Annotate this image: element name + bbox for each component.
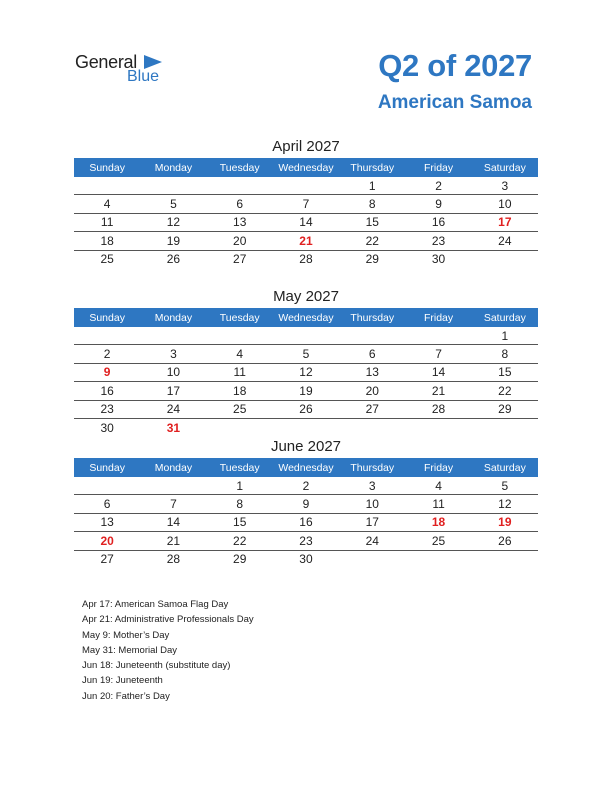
day-cell: 1 [207, 477, 273, 495]
day-cell: 30 [299, 552, 313, 567]
empty-day-cell [74, 477, 140, 495]
holiday-entry: Jun 20: Father’s Day [82, 690, 170, 702]
day-cell: 22 [207, 532, 273, 550]
day-cell: 19 [273, 382, 339, 400]
day-cell: 9 [405, 195, 471, 213]
empty-day-cell [140, 477, 206, 495]
day-cell: 26 [166, 252, 181, 267]
day-cell: 10 [472, 195, 538, 213]
empty-day-cell [472, 250, 538, 268]
day-cell: 28 [405, 400, 471, 418]
day-cell: 13 [207, 213, 273, 231]
day-cell: 14 [140, 513, 206, 531]
week-row [74, 232, 538, 250]
day-cell: 24 [472, 232, 538, 250]
weekday-header: Monday [140, 308, 206, 327]
day-cell: 7 [140, 495, 206, 513]
empty-day-cell [74, 177, 140, 195]
day-cell: 12 [140, 213, 206, 231]
day-cell: 12 [273, 363, 339, 381]
week-row [74, 532, 538, 550]
empty-day-cell [140, 327, 206, 345]
week-row [74, 195, 538, 213]
holiday-day-cell: 31 [166, 420, 181, 435]
weekday-header: Monday [140, 158, 206, 177]
day-cell: 25 [405, 532, 471, 550]
day-cell: 6 [207, 195, 273, 213]
day-cell: 13 [339, 363, 405, 381]
day-cell: 5 [472, 477, 538, 495]
week-row [74, 418, 538, 436]
week-row [74, 363, 538, 381]
day-cell: 23 [405, 232, 471, 250]
day-cell: 1 [472, 327, 538, 345]
day-cell: 16 [405, 213, 471, 231]
weekday-header: Saturday [472, 158, 538, 177]
holiday-list [82, 597, 254, 704]
day-cell: 26 [273, 400, 339, 418]
logo-text-blue: Blue [127, 68, 160, 85]
day-cell: 7 [273, 195, 339, 213]
week-row [74, 345, 538, 363]
empty-day-cell [405, 550, 471, 568]
day-cell: 13 [74, 513, 140, 531]
day-cell: 7 [405, 345, 471, 363]
day-cell: 11 [207, 363, 273, 381]
empty-day-cell [273, 418, 339, 436]
day-cell: 21 [405, 382, 471, 400]
week-row [74, 250, 538, 268]
weekday-header: Tuesday [207, 158, 273, 177]
day-cell: 11 [405, 495, 471, 513]
empty-day-cell [140, 177, 206, 195]
calendar-grid [74, 458, 538, 568]
month-june [74, 436, 538, 568]
day-cell: 12 [472, 495, 538, 513]
day-cell: 15 [339, 213, 405, 231]
week-row [74, 550, 538, 568]
day-cell: 23 [74, 400, 140, 418]
week-row [74, 327, 538, 345]
day-cell: 25 [100, 252, 114, 267]
country-title: American Samoa [377, 92, 532, 113]
weekday-header: Tuesday [207, 308, 273, 327]
month-title: April 2027 [272, 138, 340, 155]
calendar-grid [74, 158, 538, 268]
holiday-day-cell: 20 [74, 532, 140, 550]
quarter-title: Q2 of 2027 [378, 48, 532, 83]
day-cell: 26 [472, 532, 538, 550]
month-title: May 2027 [273, 288, 339, 305]
day-cell: 10 [140, 363, 206, 381]
calendar-grid [74, 308, 538, 436]
empty-day-cell [339, 327, 405, 345]
day-cell: 16 [273, 513, 339, 531]
week-row [74, 513, 538, 531]
week-row [74, 495, 538, 513]
day-cell: 28 [166, 552, 181, 567]
empty-day-cell [339, 550, 405, 568]
day-cell: 14 [405, 363, 471, 381]
week-row [74, 382, 538, 400]
holiday-entry: May 9: Mother’s Day [82, 629, 170, 641]
weekday-header: Thursday [339, 308, 405, 327]
day-cell: 22 [339, 232, 405, 250]
day-cell: 3 [339, 477, 405, 495]
weekday-header: Friday [405, 158, 471, 177]
empty-day-cell [472, 550, 538, 568]
empty-day-cell [74, 327, 140, 345]
weekday-header: Wednesday [273, 458, 339, 477]
weekday-header: Sunday [74, 308, 140, 327]
day-cell: 6 [74, 495, 140, 513]
day-cell: 14 [273, 213, 339, 231]
weekday-header: Tuesday [207, 458, 273, 477]
day-cell: 5 [140, 195, 206, 213]
day-cell: 5 [273, 345, 339, 363]
day-cell: 30 [100, 420, 114, 435]
weekday-header: Saturday [472, 458, 538, 477]
day-cell: 17 [339, 513, 405, 531]
empty-day-cell [339, 418, 405, 436]
day-cell: 10 [339, 495, 405, 513]
weekday-header: Thursday [339, 458, 405, 477]
weekday-header: Saturday [472, 308, 538, 327]
day-cell: 9 [273, 495, 339, 513]
empty-day-cell [273, 327, 339, 345]
day-cell: 27 [233, 252, 247, 267]
day-cell: 21 [140, 532, 206, 550]
day-cell: 24 [339, 532, 405, 550]
day-cell: 19 [140, 232, 206, 250]
day-cell: 30 [431, 252, 446, 267]
day-cell: 20 [339, 382, 405, 400]
week-row [74, 477, 538, 495]
logo-text-general: General [75, 52, 137, 72]
weekday-header: Friday [405, 458, 471, 477]
day-cell: 8 [472, 345, 538, 363]
day-cell: 3 [472, 177, 538, 195]
day-cell: 29 [233, 552, 247, 567]
holiday-day-cell: 19 [472, 513, 538, 531]
weekday-header: Friday [405, 308, 471, 327]
day-cell: 18 [207, 382, 273, 400]
day-cell: 27 [339, 400, 405, 418]
day-cell: 28 [299, 252, 313, 267]
day-cell: 15 [207, 513, 273, 531]
day-cell: 23 [273, 532, 339, 550]
flag-icon [144, 55, 162, 69]
day-cell: 27 [100, 552, 114, 567]
holiday-entry: Jun 18: Juneteenth (substitute day) [82, 660, 231, 672]
brand-logo [75, 52, 175, 88]
day-cell: 29 [365, 252, 379, 267]
weekday-header: Sunday [74, 458, 140, 477]
weekday-header: Wednesday [273, 158, 339, 177]
week-row [74, 400, 538, 418]
weekday-header: Sunday [74, 158, 140, 177]
month-may [74, 286, 538, 436]
weekday-header: Thursday [339, 158, 405, 177]
day-cell: 20 [207, 232, 273, 250]
empty-day-cell [405, 418, 471, 436]
day-cell: 8 [207, 495, 273, 513]
weekday-header: Monday [140, 458, 206, 477]
empty-day-cell [207, 177, 273, 195]
day-cell: 22 [472, 382, 538, 400]
holiday-entry: Apr 21: Administrative Professionals Day [82, 614, 254, 626]
day-cell: 17 [140, 382, 206, 400]
day-cell: 4 [405, 477, 471, 495]
day-cell: 2 [74, 345, 140, 363]
day-cell: 15 [472, 363, 538, 381]
empty-day-cell [405, 327, 471, 345]
day-cell: 4 [74, 195, 140, 213]
week-row [74, 213, 538, 231]
day-cell: 29 [472, 400, 538, 418]
holiday-entry: Apr 17: American Samoa Flag Day [82, 599, 229, 610]
day-cell: 1 [339, 177, 405, 195]
day-cell: 8 [339, 195, 405, 213]
holiday-day-cell: 9 [74, 363, 140, 381]
day-cell: 3 [140, 345, 206, 363]
month-april [74, 136, 538, 268]
day-cell: 2 [273, 477, 339, 495]
holiday-entry: May 31: Memorial Day [82, 644, 178, 656]
holiday-day-cell: 17 [472, 213, 538, 231]
holiday-entry: Jun 19: Juneteenth [82, 675, 163, 687]
month-title: June 2027 [270, 438, 342, 455]
day-cell: 4 [207, 345, 273, 363]
empty-day-cell [207, 327, 273, 345]
holiday-day-cell: 21 [273, 232, 339, 250]
day-cell: 2 [405, 177, 471, 195]
holiday-day-cell: 18 [405, 513, 471, 531]
weekday-header: Wednesday [273, 308, 339, 327]
day-cell: 6 [339, 345, 405, 363]
day-cell: 11 [74, 213, 140, 231]
day-cell: 24 [140, 400, 206, 418]
day-cell: 16 [74, 382, 140, 400]
empty-day-cell [207, 418, 273, 436]
day-cell: 18 [74, 232, 140, 250]
week-row [74, 177, 538, 195]
empty-day-cell [472, 418, 538, 436]
empty-day-cell [273, 177, 339, 195]
day-cell: 25 [207, 400, 273, 418]
